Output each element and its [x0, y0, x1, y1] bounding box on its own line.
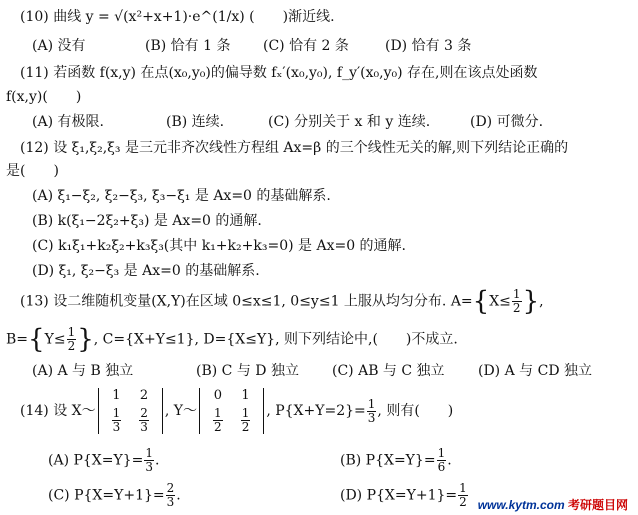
- q11-option-d: (D) 可微分.: [470, 114, 544, 130]
- q12-option-a: (A) ξ₁−ξ₂, ξ₂−ξ₃, ξ₃−ξ₁ 是 Ax=0 的基础解系.: [32, 188, 331, 204]
- q11-option-a: (A) 有极限.: [32, 114, 104, 130]
- q11-option-c: (C) 分别关于 x 和 y 连续.: [268, 114, 431, 130]
- q13-option-a: (A) A 与 B 独立: [32, 363, 134, 379]
- q13-option-d: (D) A 与 CD 独立: [478, 363, 592, 379]
- q10-option-b: (B) 恰有 1 条: [145, 38, 231, 54]
- q12-stem-line2: 是( ): [6, 163, 59, 179]
- q13-stem-line1: (13) 设二维随机变量(X,Y)在区域 0≤x≤1, 0≤y≤1 上服从均匀分布. A={X≤ $\frac{1}{2}$ },: [20, 286, 544, 317]
- fraction-half-b: $\frac{1}{2}$: [67, 325, 76, 353]
- q12-option-c: (C) k₁ξ₁+k₂ξ₂+k₃ξ₃(其中 k₁+k₂+k₃=0) 是 Ax=0 的通解.: [32, 238, 407, 254]
- q14-option-a: (A) P{X=Y}= $\frac{1}{3}$ .: [48, 446, 160, 474]
- q13-stem-line2: B={Y≤ $\frac{1}{2}$ }, C={X+Y≤1}, D={X≤Y}, 则下列结论中,( )不成立.: [6, 324, 458, 355]
- q13-option-c: (C) AB 与 C 独立: [332, 363, 445, 379]
- q14-option-b: (B) P{X=Y}= $\frac{1}{6}$ .: [340, 446, 452, 474]
- fraction-p-sum: $\frac{1}{3}$: [367, 396, 376, 425]
- fraction-half-a: $\frac{1}{2}$: [512, 287, 521, 315]
- site-watermark: www.kytm.com 考研题目网: [477, 498, 628, 512]
- x-distribution-matrix: 1 2 $\frac{1}{3}$ $\frac{2}{3}$: [96, 386, 165, 436]
- q11-stem-line2: f(x,y)( ): [6, 89, 82, 105]
- q11-stem-line1: (11) 若函数 f(x,y) 在点(x₀,y₀)的偏导数 fₓ′(x₀,y₀), f_y′(x₀,y₀) 存在,则在该点处函数: [20, 65, 538, 81]
- q12-option-d: (D) ξ₁, ξ₂−ξ₃ 是 Ax=0 的基础解系.: [32, 263, 260, 279]
- q13-option-b: (B) C 与 D 独立: [196, 363, 299, 379]
- q14-option-c: (C) P{X=Y+1}= $\frac{2}{3}$ .: [48, 481, 181, 509]
- q12-option-b: (B) k(ξ₁−2ξ₂+ξ₃) 是 Ax=0 的通解.: [32, 213, 262, 229]
- q14-option-d: (D) P{X=Y+1}= $\frac{1}{2}$: [340, 481, 467, 509]
- y-distribution-matrix: 0 1 $\frac{1}{2}$ $\frac{1}{2}$: [197, 386, 266, 436]
- q12-stem-line1: (12) 设 ξ₁,ξ₂,ξ₃ 是三元非齐次线性方程组 Ax=β 的三个线性无关的解,则下列结论正确的: [20, 140, 569, 156]
- q10-stem: (10) 曲线 y = √(x²+x+1)·e^(1/x) ( )渐近线.: [20, 9, 335, 25]
- q10-option-d: (D) 恰有 3 条: [385, 38, 472, 54]
- q11-option-b: (B) 连续.: [166, 114, 225, 130]
- q10-option-a: (A) 没有: [32, 38, 86, 54]
- q14-stem: (14) 设 X～ 1 2 $\frac{1}{3}$ $\frac{2}{3}$ , Y～ 0 1 $\frac{1}{2}$ $\frac{1}{2}$ , P{X+Y=2}= $\frac{1}{3}$ , 则有( ): [20, 388, 454, 434]
- q10-option-c: (C) 恰有 2 条: [263, 38, 349, 54]
